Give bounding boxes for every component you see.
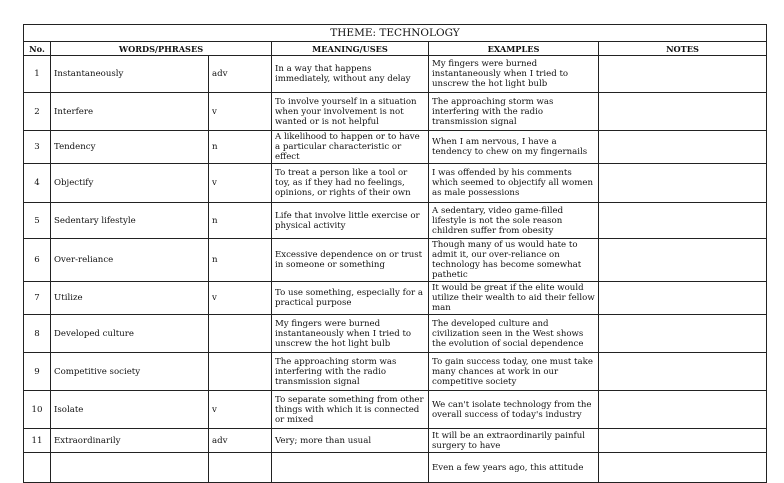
row-number: 9 [24, 353, 51, 391]
example-cell: Though many of us would hate to admit it, our over-reliance on technology has become somewhat pathetic [429, 239, 599, 282]
notes-cell [599, 131, 767, 164]
row-number: 7 [24, 282, 51, 315]
example-cell: A sedentary, video game-filled lifestyle is not the sole reason children suffer from obesity [429, 203, 599, 239]
title-row [24, 25, 767, 42]
part-of-speech-cell: adv [209, 56, 272, 93]
meaning-cell: My fingers were burned instantaneously when I tried to unscrew the hot light bulb [272, 315, 429, 353]
notes-cell [599, 453, 767, 483]
notes-cell [599, 93, 767, 131]
part-of-speech-cell: n [209, 203, 272, 239]
table-row [24, 239, 767, 282]
row-number: 11 [24, 429, 51, 453]
example-cell: To gain success today, one must take many chances at work in our competitive society [429, 353, 599, 391]
notes-cell [599, 203, 767, 239]
word-cell: Over-reliance [51, 239, 209, 282]
word-cell: Isolate [51, 391, 209, 429]
word-cell: Extraordinarily [51, 429, 209, 453]
row-number: 4 [24, 164, 51, 203]
row-number: 3 [24, 131, 51, 164]
meaning-cell: To separate something from other things with which it is connected or mixed [272, 391, 429, 429]
part-of-speech-cell: v [209, 282, 272, 315]
table-row [24, 203, 767, 239]
word-cell: Utilize [51, 282, 209, 315]
word-cell: Sedentary lifestyle [51, 203, 209, 239]
part-of-speech-cell [209, 315, 272, 353]
example-cell: My fingers were burned instantaneously when I tried to unscrew the hot light bulb [429, 56, 599, 93]
part-of-speech-cell: v [209, 93, 272, 131]
word-cell: Objectify [51, 164, 209, 203]
row-number: 6 [24, 239, 51, 282]
example-cell: The approaching storm was interfering with the radio transmission signal [429, 93, 599, 131]
meaning-cell: Life that involve little exercise or physical activity [272, 203, 429, 239]
part-of-speech-cell: v [209, 391, 272, 429]
vocabulary-table [23, 24, 767, 483]
header-meaning: MEANING/USES [272, 42, 429, 56]
notes-cell [599, 353, 767, 391]
part-of-speech-cell [209, 453, 272, 483]
meaning-cell: Very; more than usual [272, 429, 429, 453]
table-row [24, 391, 767, 429]
table-row [24, 453, 767, 483]
example-cell: The developed culture and civilization seen in the West shows the evolution of social dependence [429, 315, 599, 353]
part-of-speech-cell: adv [209, 429, 272, 453]
notes-cell [599, 239, 767, 282]
header-notes: NOTES [599, 42, 767, 56]
example-cell: We can't isolate technology from the overall success of today's industry [429, 391, 599, 429]
row-number: 8 [24, 315, 51, 353]
meaning-cell: To involve yourself in a situation when your involvement is not wanted or is not helpful [272, 93, 429, 131]
table-row [24, 56, 767, 93]
notes-cell [599, 391, 767, 429]
table-row [24, 93, 767, 131]
table-title: THEME: TECHNOLOGY [24, 25, 767, 42]
table-row [24, 282, 767, 315]
table-row [24, 164, 767, 203]
header-row [24, 42, 767, 56]
meaning-cell: In a way that happens immediately, without any delay [272, 56, 429, 93]
example-cell: I was offended by his comments which seemed to objectify all women as male possessions [429, 164, 599, 203]
header-no: No. [24, 42, 51, 56]
part-of-speech-cell: n [209, 131, 272, 164]
meaning-cell: A likelihood to happen or to have a particular characteristic or effect [272, 131, 429, 164]
word-cell: Instantaneously [51, 56, 209, 93]
notes-cell [599, 282, 767, 315]
row-number: 5 [24, 203, 51, 239]
example-cell: When I am nervous, I have a tendency to chew on my fingernails [429, 131, 599, 164]
word-cell: Tendency [51, 131, 209, 164]
table-row [24, 315, 767, 353]
row-number: 2 [24, 93, 51, 131]
word-cell [51, 453, 209, 483]
part-of-speech-cell: n [209, 239, 272, 282]
meaning-cell: The approaching storm was interfering with the radio transmission signal [272, 353, 429, 391]
part-of-speech-cell [209, 353, 272, 391]
word-cell: Competitive society [51, 353, 209, 391]
meaning-cell: To use something, especially for a practical purpose [272, 282, 429, 315]
word-cell: Interfere [51, 93, 209, 131]
example-cell: Even a few years ago, this attitude [429, 453, 599, 483]
meaning-cell: Excessive dependence on or trust in someone or something [272, 239, 429, 282]
word-cell: Developed culture [51, 315, 209, 353]
example-cell: It will be an extraordinarily painful surgery to have [429, 429, 599, 453]
row-number: 10 [24, 391, 51, 429]
meaning-cell [272, 453, 429, 483]
notes-cell [599, 315, 767, 353]
row-number: 1 [24, 56, 51, 93]
header-examples: EXAMPLES [429, 42, 599, 56]
meaning-cell: To treat a person like a tool or toy, as if they had no feelings, opinions, or rights of their own [272, 164, 429, 203]
header-words: WORDS/PHRASES [51, 42, 272, 56]
table-row [24, 131, 767, 164]
row-number [24, 453, 51, 483]
example-cell: It would be great if the elite would utilize their wealth to aid their fellow man [429, 282, 599, 315]
notes-cell [599, 56, 767, 93]
notes-cell [599, 164, 767, 203]
part-of-speech-cell: v [209, 164, 272, 203]
table-row [24, 353, 767, 391]
